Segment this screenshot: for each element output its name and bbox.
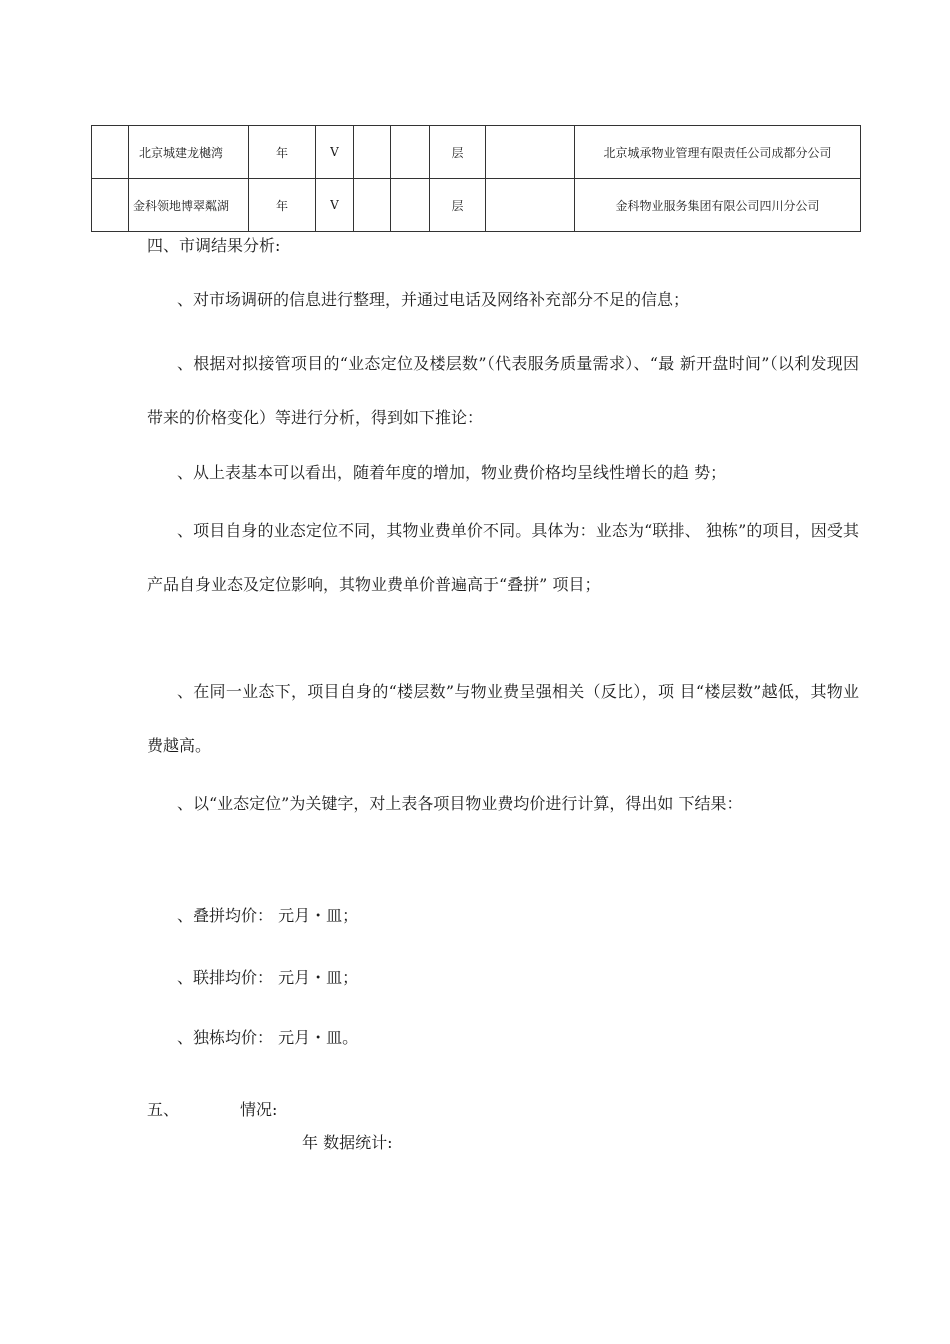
table-cell (92, 126, 129, 179)
section-5-number: 五、 (147, 1100, 180, 1119)
floor-cell: 层 (430, 179, 486, 232)
paragraph-6: 、以“业态定位”为关键字，对上表各项目物业费均价进行计算，得出如 下结果： (177, 794, 743, 813)
table-cell (354, 179, 391, 232)
table-cell (354, 126, 391, 179)
section-5-title: 情况: (240, 1100, 278, 1119)
table-row (92, 179, 861, 232)
paragraph-2: 、根据对拟接管项目的“业态定位及楼层数”（代表服务质量需求）、“最 新开盘时间”（以利发现因带来的价格变化）等进行分析，得到如下推论： (147, 354, 859, 427)
average-townhouse: 、联排均价： 元月・皿； (177, 968, 359, 987)
floor-cell: 层 (430, 126, 486, 179)
table-row (92, 126, 861, 179)
table-cell (92, 179, 129, 232)
project-name-cell: 北京城建龙樾湾 (129, 126, 249, 179)
company-cell: 金科物业服务集团有限公司四川分公司 (575, 179, 861, 232)
project-name-cell: 金科领地博翠粼湖 (129, 179, 249, 232)
check-cell: V (316, 179, 354, 232)
average-villa: 、独栋均价： 元月・皿。 (177, 1028, 359, 1047)
table-cell (391, 179, 430, 232)
data-statistics-subheading: 年 数据统计: (302, 1133, 393, 1152)
year-cell: 年 (249, 179, 316, 232)
paragraph-5: 、在同一业态下，项目自身的“楼层数”与物业费呈强相关（反比），项 目“楼层数”越低，其物业费越高。 (147, 682, 859, 755)
average-duplex: 、叠拼均价： 元月・皿； (177, 906, 359, 925)
table-cell (391, 126, 430, 179)
project-table (91, 125, 861, 232)
check-cell: V (316, 126, 354, 179)
section-4-heading: 四、市调结果分析: (147, 236, 281, 255)
paragraph-1: 、对市场调研的信息进行整理，并通过电话及网络补充部分不足的信息； (177, 290, 690, 309)
company-cell: 北京城承物业管理有限责任公司成都分公司 (575, 126, 861, 179)
table-cell (486, 126, 575, 179)
paragraph-4: 、项目自身的业态定位不同，其物业费单价不同。具体为：业态为“联排、 独栋”的项目，因受其产品自身业态及定位影响，其物业费单价普遍高于“叠拼” 项目； (147, 521, 859, 594)
year-cell: 年 (249, 126, 316, 179)
paragraph-3: 、从上表基本可以看出，随着年度的增加，物业费价格均呈线性增长的趋 势； (177, 463, 727, 482)
table-cell (486, 179, 575, 232)
